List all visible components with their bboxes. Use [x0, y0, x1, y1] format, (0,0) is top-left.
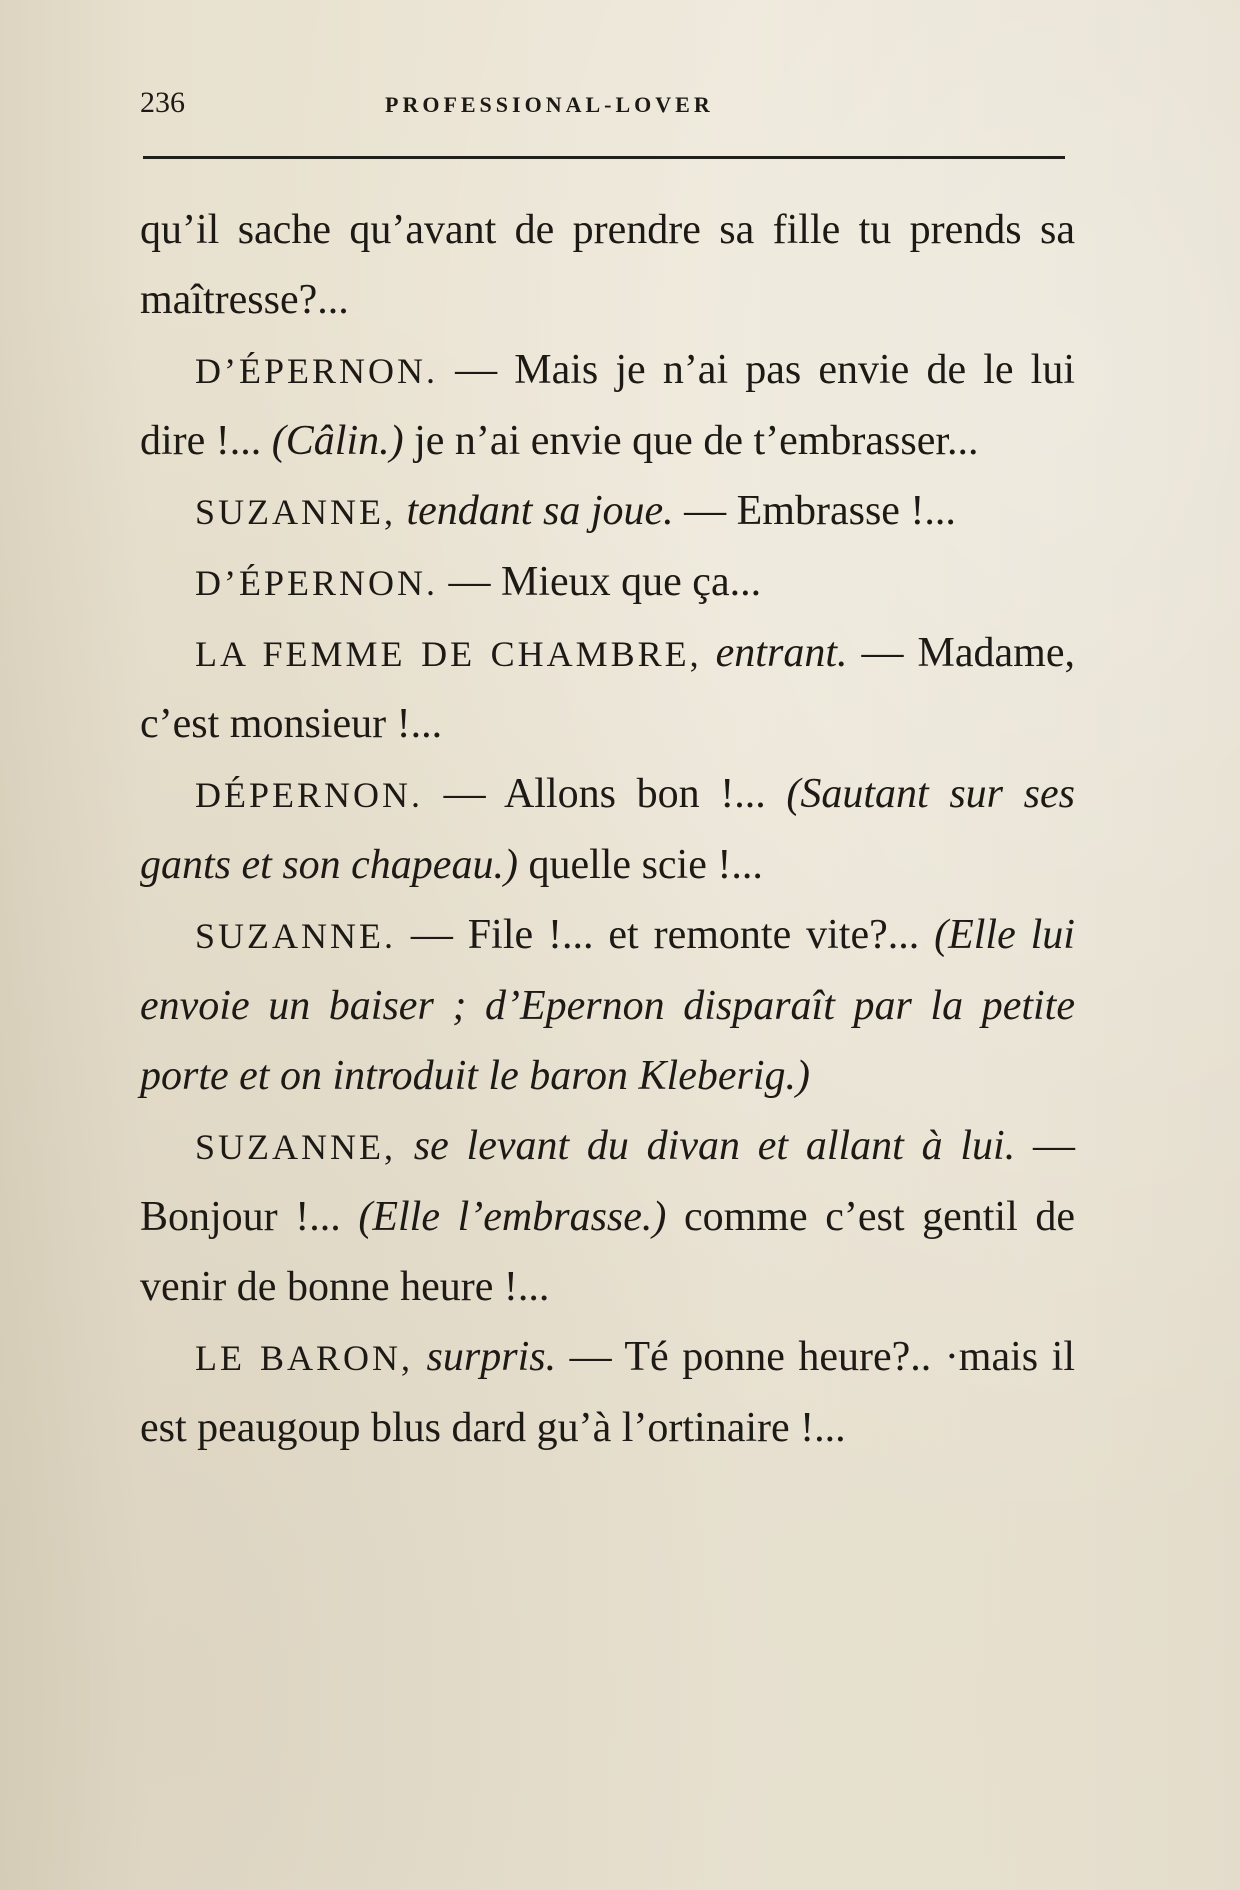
dialogue-text: — Allons bon !...: [423, 771, 787, 817]
continuation-text: qu’il sache qu’avant de prendre sa fille tu prends sa maîtresse?...: [140, 207, 1075, 323]
dialogue-text: — Bonjour !...: [140, 1123, 1076, 1240]
speaker-name: SUZANNE.: [195, 916, 396, 956]
stage-direction: entrant.: [701, 630, 848, 676]
dialogue-text: — File !... et remonte vite?...: [396, 912, 935, 958]
speaker-name: D’ÉPERNON.: [195, 351, 438, 391]
paragraph-dialogue: [140, 335, 1075, 476]
paragraph-dialogue: [140, 618, 1075, 759]
stage-direction: surpris.: [413, 1334, 557, 1380]
speaker-name: D’ÉPERNON.: [195, 563, 438, 603]
dialogue-text: comme c’est gentil de venir de bonne heure !...: [140, 1194, 1075, 1310]
speaker-name: SUZANNE,: [195, 1127, 396, 1167]
paragraph-dialogue: [140, 1322, 1075, 1463]
paragraph-dialogue: [140, 759, 1075, 900]
paragraph-dialogue: [140, 547, 1075, 618]
paragraph-dialogue: [140, 1111, 1075, 1322]
dialogue-text: — Embrasse !...: [673, 488, 956, 534]
running-title: PROFESSIONAL-LOVER: [385, 92, 714, 117]
header-rule: [143, 156, 1065, 159]
speaker-name: SUZANNE,: [195, 492, 396, 532]
stage-direction: (Elle lui envoie un baiser ; d’Epernon disparaît par la petite porte et on introduit le baron Kleberig.): [140, 912, 1075, 1099]
speaker-name: LE BARON,: [195, 1338, 414, 1378]
body-text: [140, 195, 1075, 1463]
paragraph-continuation: [140, 195, 1075, 335]
stage-direction: (Câlin.): [271, 418, 404, 464]
stage-direction: (Sautant sur ses gants et son chapeau.): [140, 771, 1075, 888]
stage-direction: (Elle l’embrasse.): [358, 1194, 667, 1240]
stage-direction: se levant du divan et allant à lui.: [396, 1123, 1016, 1169]
speaker-name: LA FEMME DE CHAMBRE,: [195, 634, 702, 674]
dialogue-text: quelle scie !...: [517, 842, 763, 888]
speaker-name: DÉPERNON.: [195, 775, 424, 815]
dialogue-text: — Madame, c’est monsieur !...: [140, 630, 1075, 747]
dialogue-text: — Mieux que ça...: [438, 559, 762, 605]
paragraph-dialogue: [140, 476, 1075, 547]
dialogue-text: — Té ponne heure?.. ·mais il est peaugoup blus dard gu’à l’ortinaire !...: [140, 1334, 1075, 1451]
dialogue-text: — Mais je n’ai pas envie de le lui dire !...: [140, 347, 1075, 464]
stage-direction: tendant sa joue.: [396, 488, 674, 534]
dialogue-text: je n’ai envie que de t’embrasser...: [403, 418, 979, 464]
page-number: 236: [140, 86, 185, 119]
page-header: [140, 82, 1065, 132]
paragraph-dialogue: [140, 900, 1075, 1111]
